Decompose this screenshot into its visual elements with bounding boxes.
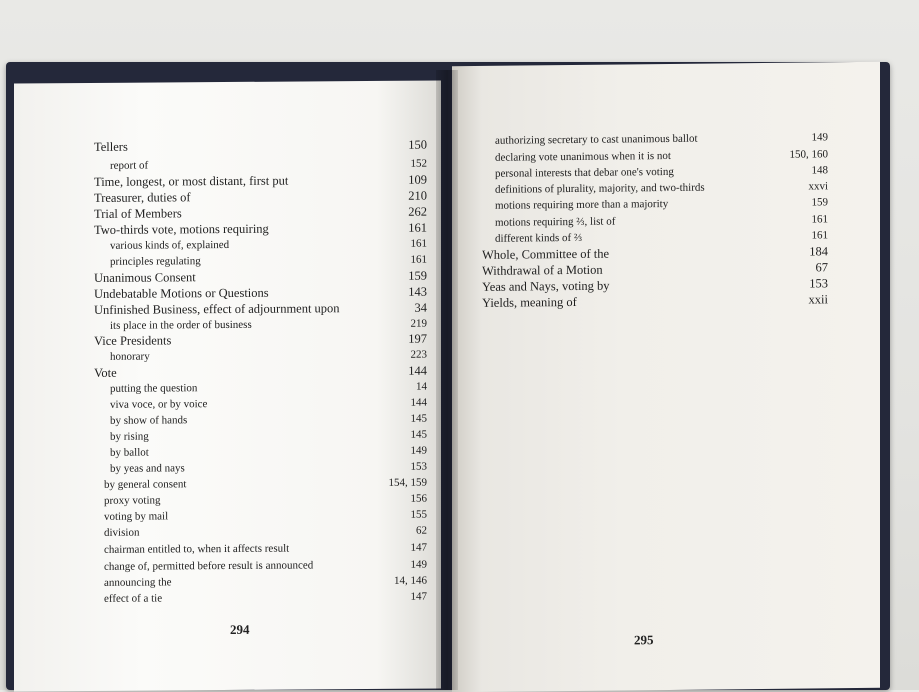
index-term: putting the question	[110, 382, 198, 395]
index-term: by yeas and nays	[110, 462, 185, 475]
index-term: declaring vote unanimous when it is not	[495, 149, 671, 164]
index-term: effect of a tie	[104, 592, 163, 605]
left-page-number: 294	[230, 621, 250, 637]
index-term: honorary	[110, 350, 150, 363]
index-term: voting by mail	[104, 510, 169, 523]
index-term: principles regulating	[110, 255, 201, 268]
index-page-ref: 147	[410, 541, 427, 554]
index-term: its place in the order of business	[110, 318, 252, 332]
right-index-entry	[482, 291, 828, 311]
index-term: by ballot	[110, 446, 149, 459]
index-term: Vote	[94, 365, 117, 380]
index-page-ref: 109	[408, 172, 427, 187]
right-page-number: 295	[634, 632, 654, 648]
left-index-entry	[104, 540, 427, 558]
index-term: Treasurer, duties of	[94, 190, 191, 205]
index-term: various kinds of, explained	[110, 238, 230, 252]
index-page-ref: 154, 159	[388, 476, 427, 489]
index-page-ref: 145	[410, 412, 427, 425]
index-page-ref: 153	[410, 460, 427, 473]
index-term: authorizing secretary to cast unanimous ballot	[495, 132, 698, 147]
index-page-ref: 159	[811, 196, 828, 209]
index-term: motions requiring ⅔, list of	[495, 215, 616, 229]
index-page-ref: 156	[410, 492, 427, 505]
left-index-entry	[94, 137, 427, 155]
index-page-ref: 152	[410, 157, 427, 170]
index-term: Trial of Members	[94, 206, 182, 221]
index-page-ref: 161	[408, 220, 427, 235]
index-page-ref: 14, 146	[394, 574, 427, 587]
index-term: change of, permitted before result is announced	[104, 559, 314, 573]
index-page-ref: 148	[811, 164, 828, 177]
index-term: Whole, Committee of the	[482, 246, 610, 262]
index-page-ref: 144	[408, 363, 427, 378]
index-term: Unanimous Consent	[94, 270, 196, 285]
index-page-ref: 219	[410, 317, 427, 330]
index-page-ref: 62	[416, 524, 427, 537]
index-term: personal interests that debar one's voting	[495, 165, 674, 180]
book-gutter	[436, 70, 458, 690]
index-term: Undebatable Motions or Questions	[94, 285, 269, 301]
left-index-entry	[104, 523, 427, 541]
index-term: viva voce, or by voice	[110, 398, 208, 411]
index-term: division	[104, 526, 140, 539]
index-page-ref: xxii	[808, 292, 828, 307]
index-page-ref: 223	[410, 348, 427, 361]
index-term: by show of hands	[110, 414, 188, 427]
index-term: Two-thirds vote, motions requiring	[94, 221, 269, 237]
index-page-ref: 153	[809, 276, 828, 291]
index-page-ref: 149	[410, 558, 427, 571]
index-term: motions requiring more than a majority	[495, 197, 669, 212]
index-page-ref: 149	[410, 444, 427, 457]
index-term: definitions of plurality, majority, and two-thirds	[495, 181, 705, 196]
index-page-ref: 210	[408, 188, 427, 203]
index-page-ref: 150	[408, 137, 427, 152]
index-page-ref: 150, 160	[789, 148, 828, 161]
index-page-ref: 161	[811, 229, 828, 242]
index-page-ref: 67	[815, 260, 828, 275]
index-term: different kinds of ⅔	[495, 231, 583, 245]
index-page-ref: 197	[408, 331, 427, 346]
index-page-ref: 34	[414, 300, 427, 315]
index-page-ref: 149	[811, 131, 828, 144]
index-page-ref: 155	[410, 508, 427, 521]
index-page-ref: 159	[408, 268, 427, 283]
index-term: proxy voting	[104, 494, 161, 507]
index-page-ref: xxvi	[808, 180, 828, 193]
right-page	[452, 62, 880, 692]
index-term: Yeas and Nays, voting by	[482, 278, 610, 294]
index-page-ref: 143	[408, 284, 427, 299]
index-term: announcing the	[104, 576, 172, 589]
index-term: Time, longest, or most distant, first put	[94, 173, 289, 189]
index-term: Tellers	[94, 139, 128, 154]
index-page-ref: 14	[416, 380, 427, 393]
index-page-ref: 184	[809, 244, 828, 259]
index-term: Yields, meaning of	[482, 294, 577, 310]
index-page-ref: 161	[410, 253, 427, 266]
index-page-ref: 161	[410, 237, 427, 250]
index-term: Vice Presidents	[94, 333, 172, 348]
index-term: report of	[110, 159, 149, 172]
index-page-ref: 262	[408, 204, 427, 219]
index-term: by general consent	[104, 478, 187, 491]
index-page-ref: 144	[410, 396, 427, 409]
index-term: Unfinished Business, effect of adjournment upon	[94, 301, 340, 317]
index-term: Withdrawal of a Motion	[482, 262, 603, 278]
index-page-ref: 161	[811, 213, 828, 226]
index-page-ref: 145	[410, 428, 427, 441]
left-page	[14, 81, 441, 692]
index-term: chairman entitled to, when it affects result	[104, 542, 290, 556]
left-index-entry	[104, 589, 427, 607]
index-page-ref: 147	[410, 590, 427, 603]
index-term: by rising	[110, 430, 149, 443]
